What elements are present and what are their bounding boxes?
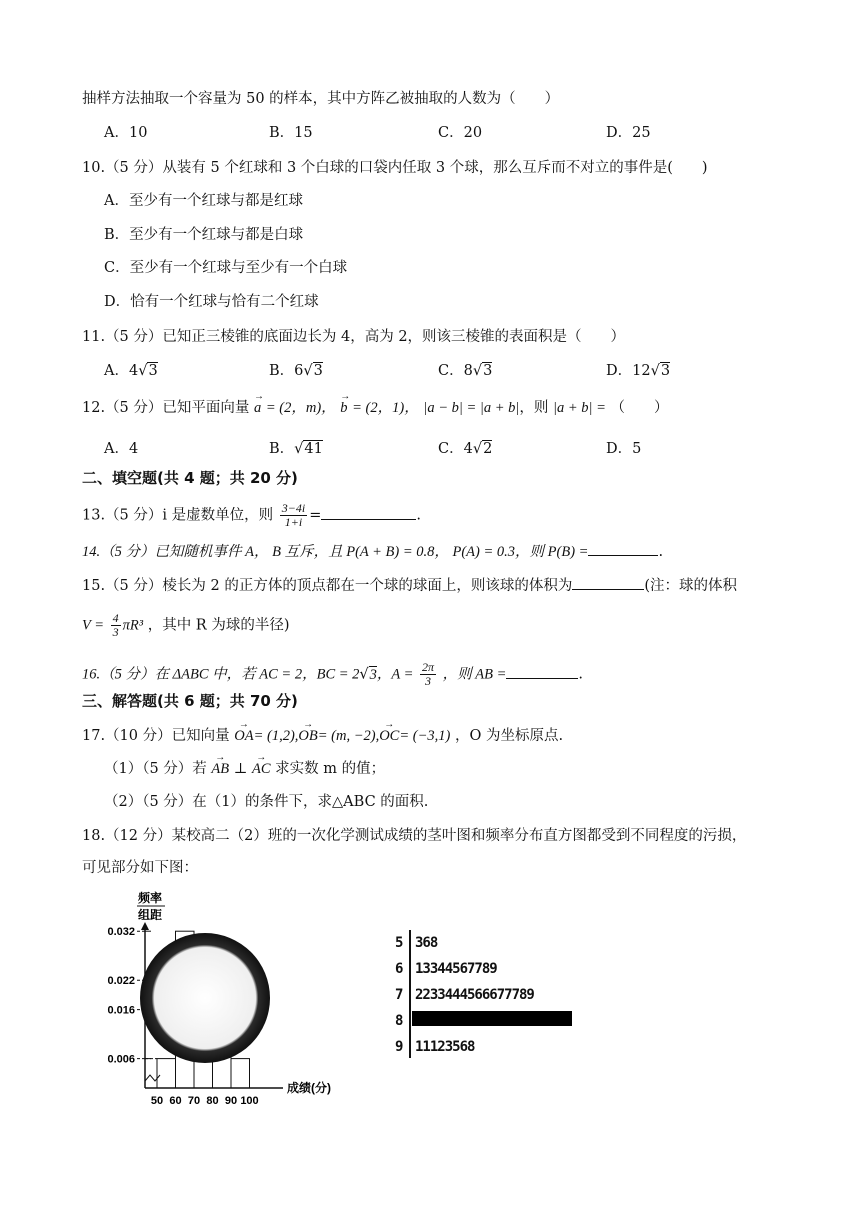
answer-blank: [506, 664, 578, 679]
q15-line1: 15.（5 分）棱长为 2 的正方体的顶点都在一个球的球面上，则该球的体积为 (注：球的体积: [82, 575, 737, 596]
stain-bar: [412, 1011, 572, 1026]
y-tick-label: 0.016: [107, 1004, 135, 1017]
q15-line2: V = $\frac{4}{3}$ πR³ ，其中 R 为球的半径): [82, 611, 290, 639]
stain-blot: [140, 933, 270, 1063]
q12-stem: 12.（5 分）已知平面向量 → a = (2，m)， → b = (2，1)， |a − b| = |a + b|，则 |a + b| = （ ）: [82, 398, 669, 418]
x-tick-label: 60: [169, 1095, 182, 1107]
frequency-histogram: [95, 888, 355, 1108]
leaf-values: 13344567789: [415, 961, 497, 977]
stem-leaf-row: [395, 984, 534, 1006]
angle-fraction: $\frac{2\pi}{3}$: [422, 660, 435, 688]
q12-option-b: B．√41: [269, 441, 323, 457]
q11-option-d: D．12√3: [606, 363, 671, 379]
q14: 14.（5 分）已知随机事件 A， B 互斥，且 P(A + B) = 0.8， P(A) = 0.3，则 P(B) = .: [82, 541, 663, 562]
q13-fraction: $\frac{3-4i}{1+i}$: [281, 501, 306, 529]
q17-part1: （1）（5 分）若 → AB ⊥ → AC 求实数 m 的值；: [104, 759, 385, 779]
stem-value: 8: [395, 1013, 404, 1029]
x-tick-label: 70: [187, 1095, 201, 1107]
stem-leaf-divider: [409, 930, 411, 1058]
x-tick-label: 90: [224, 1095, 238, 1107]
answer-blank: [588, 541, 658, 556]
q10-stem: 10.（5 分）从装有 5 个红球和 3 个白球的口袋内任取 3 个球，那么互斥而不对立的事件是( ): [82, 160, 708, 176]
leaf-values: 2233444566677789: [415, 987, 534, 1003]
q11-option-c: C．8√3: [438, 363, 493, 379]
q13: 13.（5 分）i 是虚数单位，则 $\frac{3-4i}{1+i}$ = .: [82, 501, 421, 529]
stem-value: 7: [395, 987, 404, 1003]
y-tick-label: 0.006: [107, 1053, 135, 1066]
q9-option-b: B．15: [269, 125, 313, 141]
q9-tail: 抽样方法抽取一个容量为 50 的样本，其中方阵乙被抽取的人数为（ ）: [82, 91, 560, 107]
section-heading-solution: 三、解答题(共 6 题；共 70 分): [82, 692, 298, 710]
section-heading-fill-in: 二、填空题(共 4 题；共 20 分): [82, 469, 298, 487]
q17-stem: 17.（10 分）已知向量 → OA= (1,2),→ OB= (m, −2),→ OC= (−3,1) ，O 为坐标原点.: [82, 726, 563, 746]
q12-option-a: A．4: [104, 441, 139, 457]
q18-line1: 18.（12 分）某校高二（2）班的一次化学测试成绩的茎叶图和频率分布直方图都受到不同程度的污损，: [82, 828, 747, 844]
q18-line2: 可见部分如下图：: [82, 860, 198, 876]
volume-fraction: $\frac{4}{3}$: [112, 611, 119, 639]
q11-stem: 11.（5 分）已知正三棱锥的底面边长为 4，高为 2，则该三棱锥的表面积是（ ）: [82, 329, 626, 345]
q10-option-c: C．至少有一个红球与至少有一个白球: [104, 260, 348, 276]
stem-leaf-plot: [395, 928, 635, 1068]
x-axis-label: 成绩(分): [287, 1081, 331, 1095]
q12-option-c: C．4√2: [438, 441, 493, 457]
q9-option-c: C．20: [438, 125, 483, 141]
stem-leaf-row: [395, 1036, 474, 1058]
q10-option-b: B．至少有一个红球与都是白球: [104, 227, 304, 243]
q10-option-a: A．至少有一个红球与都是红球: [104, 193, 303, 209]
q9-option-d: D．25: [606, 125, 651, 141]
q11-option-a: A．4√3: [104, 363, 158, 379]
x-tick-label: 80: [206, 1095, 219, 1107]
stem-value: 6: [395, 961, 404, 977]
x-tick-label: 50: [150, 1095, 164, 1107]
leaf-values: 11123568: [415, 1039, 475, 1055]
q16: 16.（5 分）在 ΔABC 中，若 AC = 2，BC = 2√3，A = $\frac{2\pi}{3}$ ，则 AB = .: [82, 660, 584, 688]
q17-part2: （2）（5 分）在（1）的条件下，求△ABC 的面积.: [104, 794, 429, 810]
histogram-bar: [231, 1059, 250, 1088]
histogram-bar: [157, 1059, 176, 1088]
y-axis-label-top: 频率: [137, 891, 163, 905]
q11-option-b: B．6√3: [269, 363, 323, 379]
leaf-values: 368: [415, 935, 438, 951]
stem-value: 9: [395, 1039, 404, 1055]
answer-blank: [572, 575, 644, 590]
y-tick-label: 0.032: [107, 926, 135, 939]
q10-option-d: D．恰有一个红球与恰有二个红球: [104, 294, 319, 310]
stem-leaf-row: [395, 932, 437, 954]
q12-option-d: D．5: [606, 441, 642, 457]
answer-blank: [321, 505, 416, 520]
stem-value: 5: [395, 935, 404, 951]
x-tick-label: 100: [240, 1095, 259, 1107]
y-axis-label-bottom: 组距: [137, 908, 163, 922]
q9-option-a: A．10: [104, 125, 148, 141]
y-tick-label: 0.022: [107, 975, 135, 988]
